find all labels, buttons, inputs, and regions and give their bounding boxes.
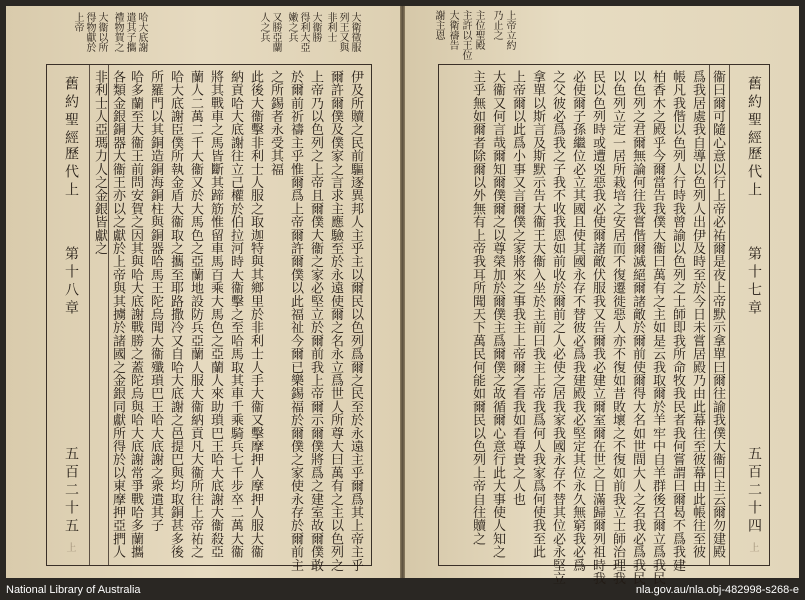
left-headnote: 人之兵 bbox=[258, 12, 269, 42]
footer-credit: National Library of Australia bbox=[6, 584, 141, 596]
left-text-column: 非利士人亞瑪力人之金銀皆獻之 bbox=[92, 70, 107, 255]
right-text-column: 必使爾子孫繼位必立其國且使其國永存不替彼必爲我建殿我必堅定其位永久無窮我必爲 bbox=[570, 70, 585, 572]
right-running-chapter: 第十七章 bbox=[746, 246, 762, 318]
right-text-column: 以色列之君爾無論何往我嘗偕爾滅絕爾諸敵於爾前使爾得大名如世間大人之名我必爲我民 bbox=[630, 70, 645, 585]
left-text-column: 伊及所贖之民前驅逐異邦人主乎主以爾民以色列爲爾之民至於永遠主乎爾爲其上帝主乎 bbox=[348, 70, 363, 572]
right-running-section: 歷代上 bbox=[746, 146, 762, 200]
right-text-column: 爲我居處我自導以色列人出伊及時至於今日未嘗居殿乃由此幕往至彼幕由此帳往至彼 bbox=[690, 70, 705, 559]
left-headnote: 又勝亞蘭 bbox=[270, 12, 281, 52]
right-text-column: 主乎無如爾者除爾以外無有上帝我耳所聞天下萬民何能如爾民以色列上帝自往贖之 bbox=[470, 70, 485, 546]
left-headnote: 大衞勝 bbox=[310, 12, 321, 42]
left-text-column: 納貢哈大底謝往立己權於伯拉河時大衞擊之至哈馬取其車千乘騎兵七千步卒二萬大衞 bbox=[228, 70, 243, 559]
left-text-column: 所羅門以其銅造銅海銅柱與銅器哈馬王陀烏聞大衞殲瑣巴王哈大底謝之衆遣其子 bbox=[148, 70, 163, 532]
right-text-column: 衞曰爾可隨心意以行上帝必祐爾是夜上帝默示拿單曰爾往諭我僕大衞曰主云爾勿建殿 bbox=[710, 70, 725, 559]
left-headnote: 非利士 bbox=[325, 12, 336, 42]
left-running-title: 舊約聖經 bbox=[63, 76, 79, 148]
left-headnote: 嫩之兵 bbox=[286, 12, 297, 42]
right-headnote: 主位聖殿 bbox=[473, 10, 484, 50]
left-text-column: 爾許爾僕及僕家之言求主應驗至於永遠使爾之名永立爲世人所尊大曰萬有之主以色列之 bbox=[328, 70, 343, 572]
left-headnote: 列王又與 bbox=[337, 12, 348, 52]
left-headnote: 哈大底謝 bbox=[136, 12, 147, 52]
left-headnote: 得利大亞 bbox=[298, 12, 309, 52]
left-headnote: 大衛徵服 bbox=[349, 12, 360, 52]
left-running-section: 歷代上 bbox=[63, 146, 79, 200]
right-text-column: 拿單以斯言及斯默示告大衞王大衞入坐於主前曰我主上帝我爲何人我家爲何使我至此 bbox=[530, 70, 545, 559]
left-running-chapter: 第十八章 bbox=[63, 246, 79, 318]
right-text-column: 以色列立定一居所栽培之安居而不復遷徙惡人亦不復如昔敗壞之不復如前我立士師治理我 bbox=[610, 70, 625, 585]
left-text-column: 上帝乃以色列之上帝且爾僕大衞之家必堅立於爾前我上帝爾示爾僕將爲之建室故爾僕敢 bbox=[308, 70, 323, 572]
right-text-column: 上帝爾以此爲小事又言爾僕之家將來之事我主上帝爾之看我如看尊貴之人也 bbox=[510, 70, 525, 506]
right-headnote: 乃止之 bbox=[491, 10, 502, 40]
left-text-column: 哈大底謝臣僕所執金盾大衞取之攜至耶路撒冷又自哈大底謝之邑提巴與均取銅甚多後 bbox=[168, 70, 183, 559]
right-headnote: 上帝立約 bbox=[504, 10, 515, 50]
left-text-column: 於爾前祈禱主乎惟爾爲上帝爾許爾僕以此福祉今爾已樂錫福於爾僕之家使永存於爾前主 bbox=[288, 70, 303, 572]
right-page bbox=[405, 6, 799, 585]
right-text-column: 之父彼必爲我之子我不收我恩如前收於爾前之人必使之居我家我國永存不替其位必永堅立 bbox=[550, 70, 565, 585]
left-headnote: 上帝 bbox=[72, 12, 83, 32]
footer-bar bbox=[0, 580, 805, 600]
right-text-column: 帳凡我偕以色列人行時我曾諭以色列之士師即我所命牧我民者我何嘗謂曰爾曷不爲我建 bbox=[670, 70, 685, 572]
left-text-column: 各類金銀銅器大衞王亦以之獻於上帝與其擄於諸國之金銀同獻所得於以東摩押亞捫人 bbox=[110, 70, 125, 559]
left-text-column: 之所錫者永受其福 bbox=[268, 70, 283, 176]
book-spread bbox=[6, 6, 799, 585]
left-headnote: 大衞以所 bbox=[96, 12, 107, 52]
left-headnote: 禮物賀之 bbox=[112, 12, 123, 52]
right-headnote: 大衛禱告 bbox=[447, 10, 458, 50]
right-text-column: 大衞又何言哉爾知爾僕爾之以尊榮加於爾僕主爲爾僕之故循爾心意行此大事使人知之 bbox=[490, 70, 505, 559]
left-headnote: 遣其子攜 bbox=[124, 12, 135, 52]
left-text-column: 將其戰車之馬皆斷其蹄筋惟留車馬百乘大馬色之亞蘭人來助瑣巴王哈大底謝大衞殺亞 bbox=[208, 70, 223, 559]
right-headnote: 主許以王位 bbox=[460, 10, 471, 60]
right-page-number: 五百二十四 bbox=[746, 446, 762, 536]
left-text-column: 此後大衞擊非利士人服之取迦特與其鄉里於非利士人手大衞又擊摩押人摩押人服大衞 bbox=[248, 70, 263, 559]
right-headnote: 謝主恩 bbox=[433, 10, 444, 40]
right-side-mark: 上 bbox=[747, 542, 758, 552]
left-text-column: 哈多蘭至大衞王前問安賀之因其與哈大底謝戰勝之蓋陀烏與哈大底謝常爭戰哈多蘭攜 bbox=[128, 70, 143, 559]
footer-identifier: nla.gov.au/nla.obj-482998-s268-e bbox=[635, 584, 799, 596]
right-running-title: 舊約聖經 bbox=[746, 76, 762, 148]
right-text-column: 柏香木之殿乎今爾當告我僕大衞曰萬有之主如是云我取爾於羊牢中自羊群後召爾立爲我民 bbox=[650, 70, 665, 585]
left-text-column: 蘭人二萬二千大衞又於大馬色之亞蘭地設防兵亞蘭人服大衞納貢凡大衞所往上帝祐之 bbox=[188, 70, 203, 559]
left-headnote: 得物獻於 bbox=[84, 12, 95, 52]
left-page bbox=[6, 6, 400, 578]
right-text-column: 民以色列時或遭兇惡我必使爾諸敵伏服我又告爾我必建立爾室爾在世之日滿歸爾列祖時我 bbox=[590, 70, 605, 585]
left-page-number: 五百二十五 bbox=[63, 446, 79, 536]
left-side-mark: 上 bbox=[64, 542, 75, 552]
